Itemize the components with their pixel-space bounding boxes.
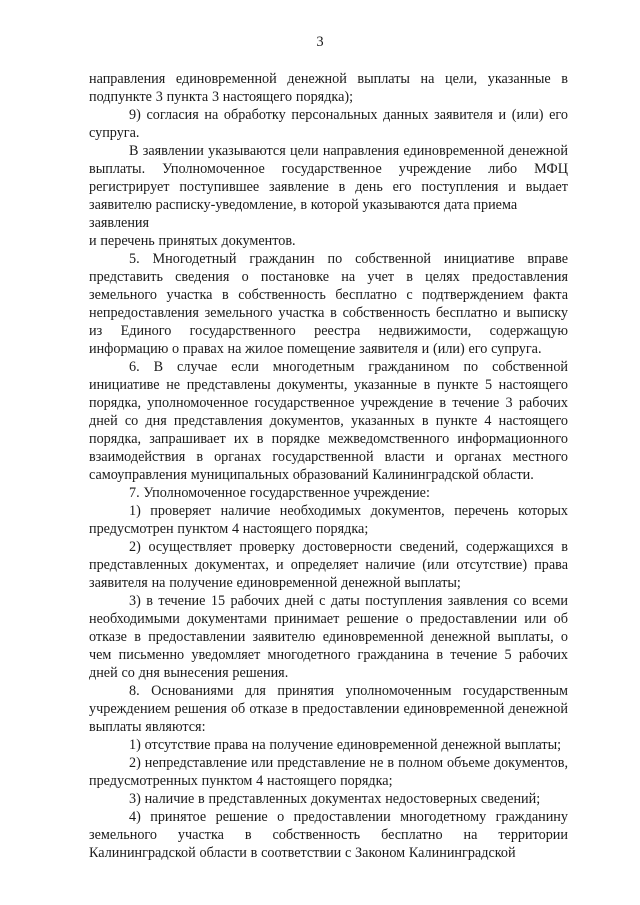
paragraph: В заявлении указываются цели направления единовременной денежной выплаты. Уполномоченное государственное учреждение либо МФЦ регистрирует поступившее заявление в день его поступления и выдает заявителю расписку-уведомление, в которой указываются дата приема xyxy=(89,143,568,213)
paragraph: 1) отсутствие права на получение единовременной денежной выплаты; xyxy=(129,737,562,753)
paragraph: 6. В случае если многодетным гражданином по собственной инициативе не представлены документы, указанные в пункте 5 настоящего порядка, уполномоченное государственное учреждение в течение 3 рабочих дней со дня представления документов, указанных в пункте 4 настоящего порядка, запрашивает их в порядке межведомственного информационного взаимодействия в органах государственной власти и органах местного самоуправления муниципальных образований Калининградской области. xyxy=(89,359,568,483)
paragraph: и перечень принятых документов. xyxy=(89,233,296,249)
paragraph: 7. Уполномоченное государственное учреждение: xyxy=(129,485,430,501)
document-body xyxy=(89,70,568,862)
paragraph: 5. Многодетный гражданин по собственной инициативе вправе представить сведения о постановке на учет в целях предоставления земельного участка в собственность бесплатно с подтверждением факта непредоставления земельного участка в собственность бесплатно и выписку из Единого государственного реестра недвижимости, содержащую информацию о правах на жилое помещение заявителя и (или) его супруга. xyxy=(89,251,568,357)
page-number: 3 xyxy=(316,34,324,50)
paragraph: 2) непредставление или представление не в полном объеме документов, предусмотренных пунктом 4 настоящего порядка; xyxy=(89,755,568,789)
paragraph: 3) в течение 15 рабочих дней с даты поступления заявления со всеми необходимыми документами принимает решение о предоставлении или об отказе в предоставлении заявителю единовременной денежной выплаты, о чем письменно уведомляет многодетного гражданина в течение 5 рабочих дней со дня вынесения решения. xyxy=(89,593,568,681)
paragraph: 4) принятое решение о предоставлении многодетному гражданину земельного участка в собственность бесплатно на территории Калининградской области в соответствии с Законом Калининградской xyxy=(89,809,568,861)
paragraph: 2) осуществляет проверку достоверности сведений, содержащихся в представленных документах, и определяет наличие (или отсутствие) права заявителя на получение единовременной денежной выплаты; xyxy=(89,539,568,591)
paragraph: 8. Основаниями для принятия уполномоченным государственным учреждением решения об отказе в предоставлении единовременной денежной выплаты являются: xyxy=(89,683,568,735)
paragraph: заявления xyxy=(89,215,150,231)
paragraph: 1) проверяет наличие необходимых документов, перечень которых предусмотрен пунктом 4 настоящего порядка; xyxy=(89,503,568,537)
paragraph: 9) согласия на обработку персональных данных заявителя и (или) его супруга. xyxy=(89,107,568,141)
paragraph: направления единовременной денежной выплаты на цели, указанные в подпункте 3 пункта 3 настоящего порядка); xyxy=(89,71,568,105)
paragraph: 3) наличие в представленных документах недостоверных сведений; xyxy=(129,791,541,807)
